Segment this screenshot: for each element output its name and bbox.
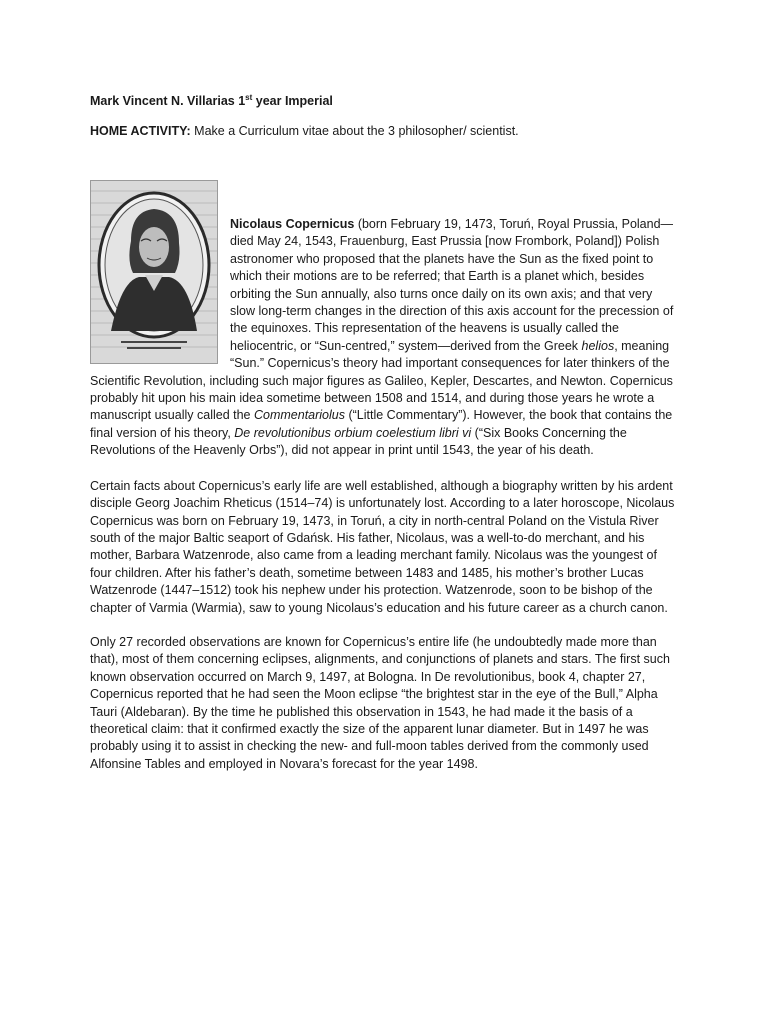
document-page xyxy=(90,0,678,1024)
home-activity-text: Make a Curriculum vitae about the 3 philosopher/ scientist. xyxy=(190,124,519,138)
commentariolus-title: Commentariolus xyxy=(253,408,345,423)
author-heading xyxy=(90,94,333,108)
helios-term: helios xyxy=(581,338,615,353)
home-activity-label: HOME ACTIVITY: xyxy=(90,124,191,138)
copernicus-section xyxy=(90,180,678,773)
home-activity xyxy=(90,124,519,138)
copernicus-name: Nicolaus Copernicus xyxy=(230,217,355,231)
engraved-portrait-copernicus-icon xyxy=(90,180,218,364)
intro-text-4: (“Six Books Concerning the Revolutions of the Heavenly Orbs”), did not appear in print until 1543, the year of his death. xyxy=(90,425,627,458)
observations-paragraph: Only 27 recorded observations are known for Copernicus’s entire life (he undoubtedly made more than that), most of them concerning eclipses, alignments, and conjunctions of planets and stars. The first such known observation occurred on March 9, 1497, at Bologna. In De revolutionibus, book 4, chapter 27, Copernicus reported that he had seen the Moon eclipse “the brightest star in the eye of the Bull,” Alpha Tauri (Aldebaran). By the time he published this observation in 1543, he had made it the basis of a theoretical claim: that it confirmed exactly the size of the apparent lunar diameter. But in 1497 he was probably using it to assist in checking the new- and full-moon tables derived from the commonly used Alfonsine Tables and employed in Novara’s forecast for the year 1498. xyxy=(90,634,670,771)
ordinal-suffix: st xyxy=(245,92,253,102)
early-life-paragraph: Certain facts about Copernicus’s early life are well established, although a biography written by his ardent disciple Georg Joachim Rheticus (1514–74) is unfortunately lost. According to a later horoscope, Nicolaus Copernicus was born on February 19, 1473, in Toruń, a city in north-central Poland on the Vistula River south of the major Baltic seaport of Gdańsk. His father, Nicolaus, was a well-to-do merchant, and his mother, Barbara Watzenrode, also came from a leading merchant family. Nicolaus was the youngest of four children. After his father’s death, sometime between 1483 and 1485, his mother’s brother Lucas Watzenrode (1447–1512) took his nephew under his protection. Watzenrode, soon to be bishop of the chapter of Varmia (Warmia), saw to young Nicolaus’s education and his future career as a church canon. xyxy=(90,478,675,615)
year-section: year Imperial xyxy=(252,94,333,108)
intro-text-3: (“Little Commentary”). However, the book that contains the final version of his theory, xyxy=(90,408,673,440)
intro-text-1: (born February 19, 1473, Toruń, Royal Prussia, Poland—died May 24, 1543, Frauenburg, East Prussia [now Frombork, Poland]) Polish astronomer who proposed that the planets have the Sun as the fixed point to which their motions are to be referred; that Earth is a planet which, besides orbiting the Sun annually, also turns once daily on its own axis; and that very slow long-term changes in the direction of this axis account for the precession of the equinoxes. This representation of the heavens is usually called the heliocentric, or “Sun-centred,” system—derived from the Greek xyxy=(230,217,674,353)
author-name: Mark Vincent N. Villarias 1 xyxy=(90,94,246,108)
de-revolutionibus-title: De revolutionibus orbium coelestium libri vi xyxy=(234,425,472,440)
intro-text-2: , meaning “Sun.” Copernicus’s theory had important consequences for later thinkers of the Scientific Revolution, including such major figures as Galileo, Kepler, Descartes, and Newton. Copernicus probably hit upon his main idea sometime between 1508 and 1514, and during those years he wrote a manuscript usually called the xyxy=(90,338,673,423)
